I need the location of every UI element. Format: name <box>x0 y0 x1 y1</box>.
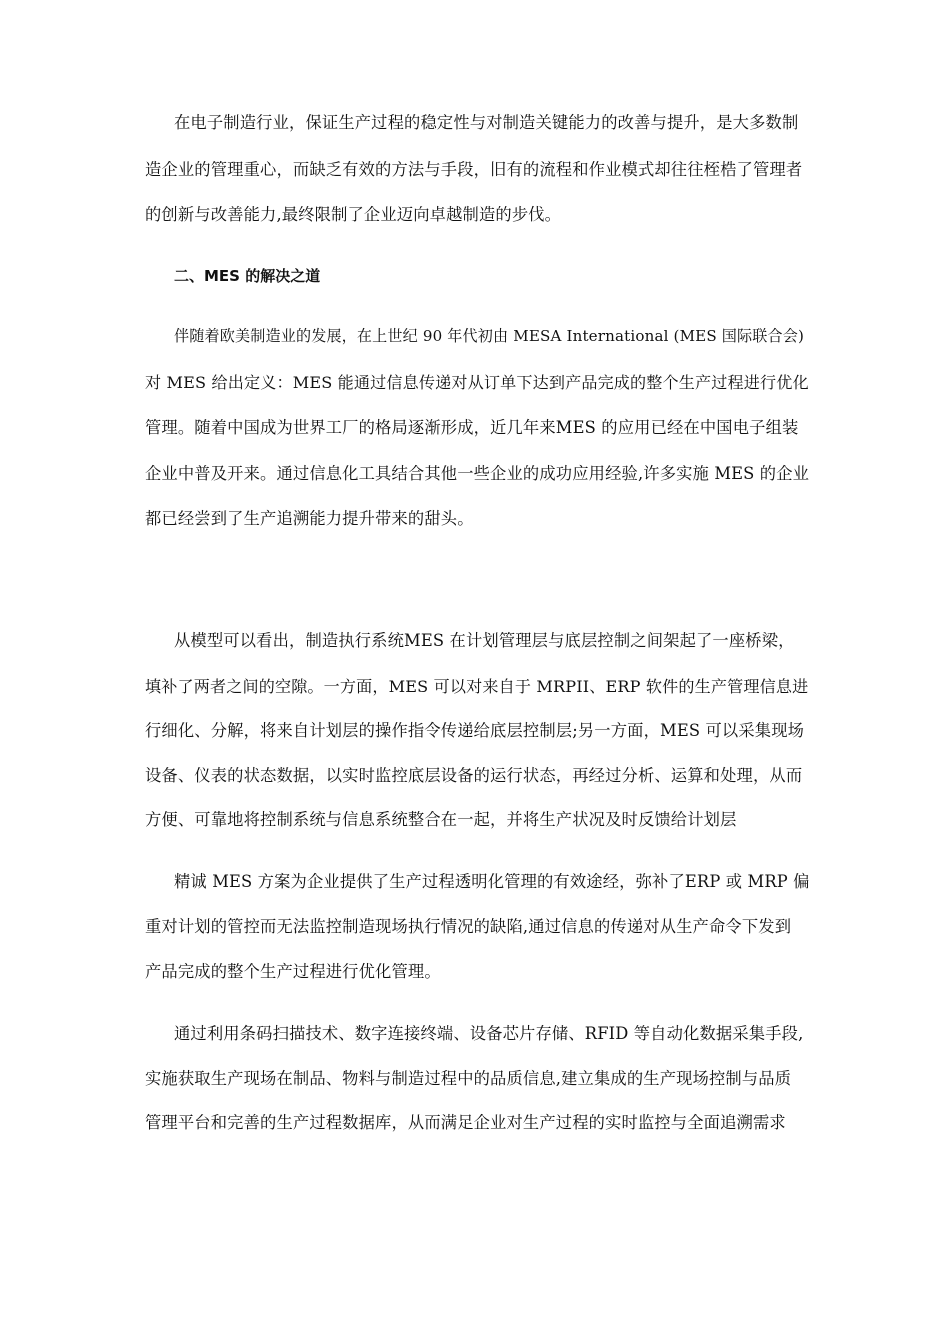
paragraph-5-line-1: 通过利用条码扫描技术、数字连接终端、设备芯片存储、RFID 等自动化数据采集手段, <box>174 1024 804 1043</box>
paragraph-2-line-5: 都已经尝到了生产追溯能力提升带来的甜头。 <box>145 509 474 528</box>
paragraph-3-line-3: 行细化、分解，将来自计划层的操作指令传递给底层控制层;另一方面，MES 可以采集现场 <box>145 721 805 740</box>
paragraph-3-line-5: 方便、可靠地将控制系统与信息系统整合在一起，并将生产状况及时反馈给计划层 <box>145 810 737 829</box>
paragraph-3-line-2: 填补了两者之间的空隙。一方面，MES 可以对来自于 MRPII、ERP 软件的生产管理信息进 <box>145 677 809 696</box>
paragraph-2-line-4: 企业中普及开来。通过信息化工具结合其他一些企业的成功应用经验,许多实施 MES 的企业 <box>145 464 810 483</box>
paragraph-4-line-2: 重对计划的管控而无法监控制造现场执行情况的缺陷,通过信息的传递对从生产命令下发到 <box>145 917 792 936</box>
paragraph-3-line-4: 设备、仪表的状态数据，以实时监控底层设备的运行状态，再经过分析、运算和处理，从而 <box>145 766 803 785</box>
paragraph-3-line-1: 从模型可以看出，制造执行系统MES 在计划管理层与底层控制之间架起了一座桥梁， <box>174 631 795 650</box>
paragraph-2-line-3: 管理。随着中国成为世界工厂的格局逐渐形成，近几年来MES 的应用已经在中国电子组装 <box>145 418 799 437</box>
section-heading: 二、MES 的解决之道 <box>174 267 321 285</box>
paragraph-2-line-1: 伴随着欧美制造业的发展，在上世纪 90 年代初由 MESA International (MES 国际联合会) <box>174 327 805 345</box>
paragraph-4-line-1: 精诚 MES 方案为企业提供了生产过程透明化管理的有效途经，弥补了ERP 或 MRP 偏 <box>174 872 810 891</box>
paragraph-1-line-2: 造企业的管理重心，而缺乏有效的方法与手段，旧有的流程和作业模式却往往桎梏了管理者 <box>145 160 803 179</box>
paragraph-1-line-1: 在电子制造行业，保证生产过程的稳定性与对制造关键能力的改善与提升，是大多数制 <box>174 113 799 132</box>
paragraph-5-line-2: 实施获取生产现场在制品、物料与制造过程中的品质信息,建立集成的生产现场控制与品质 <box>145 1069 792 1088</box>
paragraph-4-line-3: 产品完成的整个生产过程进行优化管理。 <box>145 962 441 981</box>
paragraph-2-line-2: 对 MES 给出定义：MES 能通过信息传递对从订单下达到产品完成的整个生产过程进行优化 <box>145 373 809 392</box>
paragraph-1-line-3: 的创新与改善能力,最终限制了企业迈向卓越制造的步伐。 <box>145 205 562 224</box>
paragraph-5-line-3: 管理平台和完善的生产过程数据库，从而满足企业对生产过程的实时监控与全面追溯需求 <box>145 1113 786 1132</box>
